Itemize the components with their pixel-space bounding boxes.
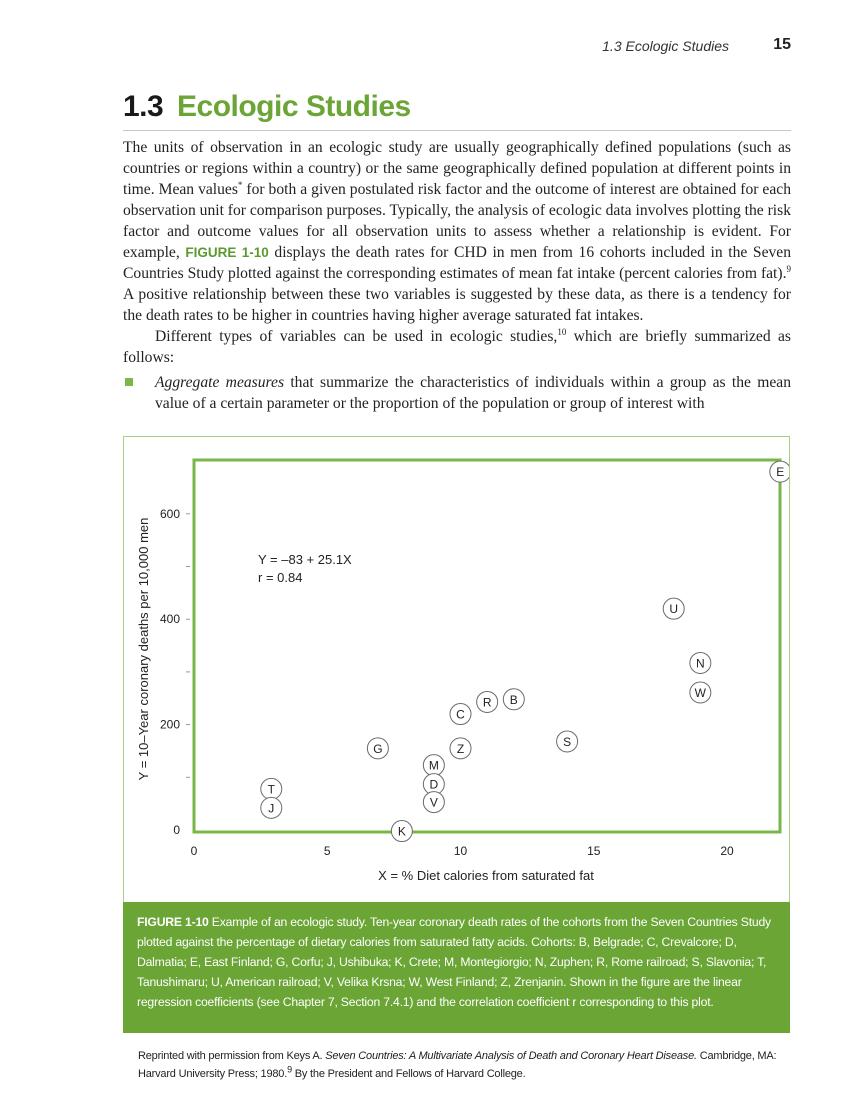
y-axis-label: Y = 10–Year coronary deaths per 10,000 men [136, 517, 151, 781]
credit-book-title: Seven Countries: A Multivariate Analysis of Death and Coronary Heart Disease. [325, 1050, 697, 1062]
y-tick-label: 0 [173, 823, 180, 837]
running-head-title: 1.3 Ecologic Studies [602, 38, 729, 54]
figure-reference-link[interactable]: FIGURE 1-10 [185, 245, 269, 260]
data-point-label: W [694, 685, 707, 700]
paragraph-1 [123, 137, 791, 326]
y-tick-label: 600 [159, 506, 180, 521]
regression-equation: Y = –83 + 25.1X [258, 552, 352, 567]
citation-marker: 9 [287, 1064, 292, 1075]
y-tick-label: 200 [159, 717, 180, 732]
figure-credit [138, 1047, 778, 1083]
footnote-marker: * [237, 179, 243, 190]
data-point-label: V [429, 795, 438, 810]
credit-text-a: Reprinted with permission from Keys A. [138, 1050, 326, 1062]
plot-frame [194, 460, 780, 832]
p1-text-c: displays the death rates for CHD in men from 16 cohorts included in the Seven Countries Study plotted against the corresponding estimates of mean fat intake (percent calories from fat). [123, 244, 792, 282]
p1-text-d: A positive relationship between these two variables is suggested by these data, as there is a tendency for the death rates to be higher in countries having higher average saturated fat intakes. [123, 286, 791, 324]
bullet-description: that summarize the characteristics of individuals within a group as the mean value of a certain parameter or the proportion of the population or group of interest with [155, 374, 791, 412]
paragraph-2 [123, 326, 791, 368]
data-point-label: E [776, 465, 785, 480]
data-point-label: C [456, 707, 465, 722]
data-point-label: Z [456, 741, 465, 756]
x-tick-label: 20 [720, 844, 734, 858]
x-axis-label: X = % Diet calories from saturated fat [378, 868, 594, 883]
y-tick-label: 400 [159, 612, 180, 627]
body-text [123, 137, 791, 414]
data-point-label: M [428, 758, 439, 773]
x-tick-label: 5 [323, 844, 331, 858]
credit-text-c: By the President and Fellows of Harvard College. [291, 1068, 526, 1080]
figure-caption-text: Example of an ecologic study. Ten-year coronary death rates of the cohorts from the Seven Countries Study plotted against the percentage of dietary calories from saturated fatty acids. Cohorts: B, Belgrade; C, Crevalcore; D, Dalmatia; E, East Finland; G, Corfu; J, Ushibuka; K, Crete; M, Montegiorgio; N, Zuphen; R, Rome railroad; S, Slavonia; T, Tanushimaru; U, American railroad; V, Velika Krsna; W, West Finland; Z, Zrenjanin. Shown in the figure are the linear regression coefficients (see Chapter 7, Section 7.4.1) and the correlation coefficient r corresponding to this plot. [137, 915, 771, 1009]
section-number: 1.3 [123, 90, 164, 123]
p2-text-b: which are briefly summarized as follows: [123, 328, 791, 366]
bullet-term: Aggregate measures [155, 374, 285, 391]
data-point-label: S [563, 734, 572, 749]
citation-marker: 9 [786, 263, 791, 274]
data-point-label: K [397, 824, 406, 839]
section-title: Ecologic Studies [177, 90, 411, 123]
x-tick-label: 10 [453, 844, 468, 858]
scatter-chart [124, 437, 789, 903]
data-point-label: B [509, 692, 518, 707]
bullet-square-icon [125, 378, 133, 386]
data-point-label: D [429, 777, 439, 792]
credit-text-b: Cambridge, MA: Harvard University Press; 1980. [138, 1050, 777, 1080]
data-point-label: J [268, 801, 275, 816]
data-point-label: T [267, 782, 275, 797]
section-heading [123, 86, 791, 131]
data-point-label: R [482, 695, 492, 710]
citation-marker: 10 [557, 326, 567, 337]
figure-caption [123, 902, 790, 1033]
running-head [0, 36, 867, 58]
bullet-item [123, 372, 791, 414]
p1-text-b: for both a given postulated risk factor and the outcome of interest are obtained for each observation unit for comparison purposes. Typically, the analysis of ecologic data involves plotting the risk factor and outcome values for all observation units to assess whether a relationship is evident. For example, [123, 181, 792, 261]
correlation-coefficient: r = 0.84 [258, 570, 303, 585]
page-number: 15 [773, 36, 791, 53]
bullet-text [155, 372, 791, 414]
figure-caption-label: FIGURE 1-10 [137, 915, 209, 929]
x-tick-label: 0 [190, 844, 198, 858]
x-tick-label: 15 [587, 844, 601, 858]
data-point-label: G [373, 741, 383, 756]
p1-text-a: The units of observation in an ecologic study are usually geographically defined populations (such as countries or regions within a country) or the same geographically defined population at different points in time. Mean values [123, 139, 791, 198]
p2-text-a: Different types of variables can be used in ecologic studies, [155, 328, 558, 345]
data-point-label: N [696, 656, 705, 671]
data-point-label: U [669, 602, 679, 617]
